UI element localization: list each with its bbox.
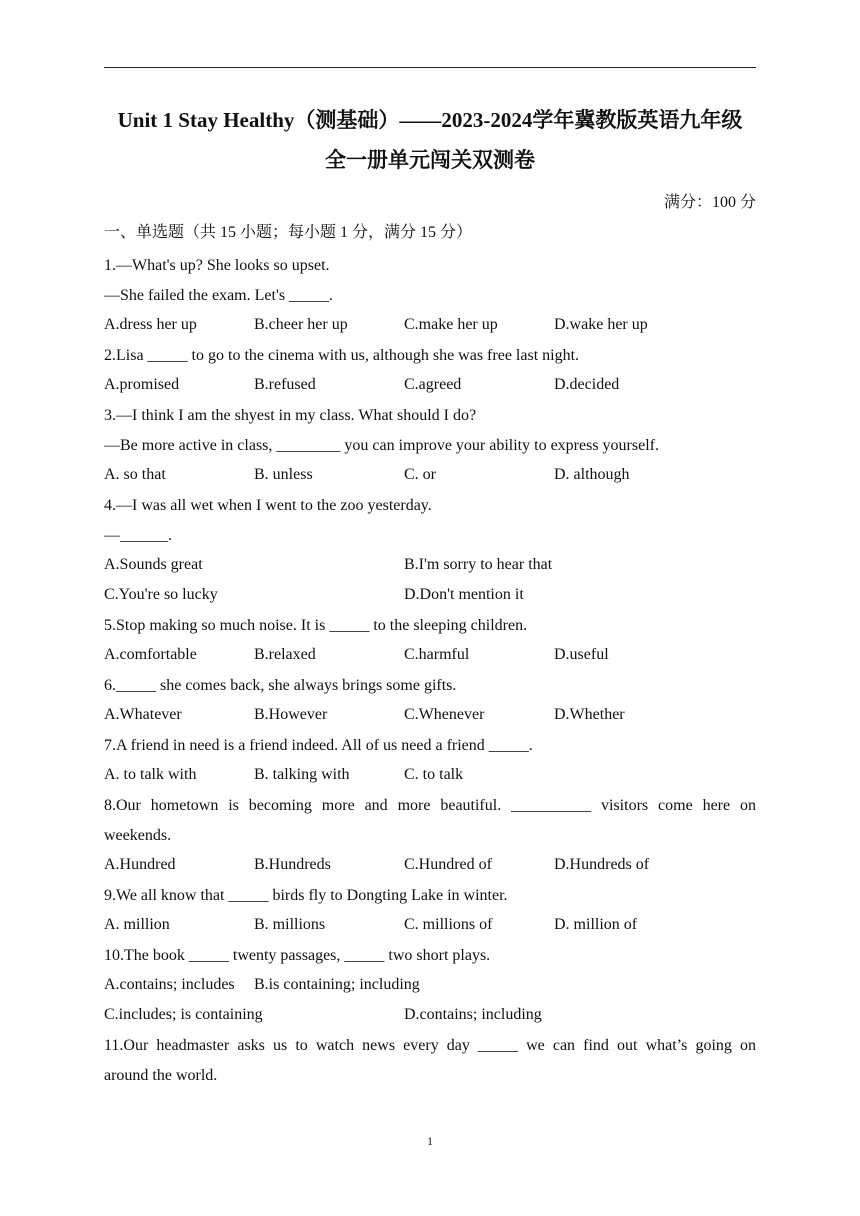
question-2-option-a: A.promised [104, 376, 180, 393]
question-2-option-b: B.refused [254, 376, 316, 393]
question-4-option-d: D.Don't mention it [404, 586, 524, 603]
question-9-option-d: D. million of [554, 916, 638, 933]
question-3-option-d: D. although [554, 466, 630, 483]
question-8-option-d: D.Hundreds of [554, 856, 650, 873]
question-10-option-b: B.is containing; including [254, 976, 420, 993]
question-2-option-d: D.decided [554, 376, 620, 393]
question-8-line-2: weekends. [104, 827, 172, 844]
question-6-option-a: A.Whatever [104, 706, 182, 723]
question-4-stem: 4.—I was all wet when I went to the zoo yesterday. [104, 497, 432, 514]
question-5-option-c: C.harmful [404, 646, 470, 663]
question-8-option-a: A.Hundred [104, 856, 176, 873]
question-1-line-2: —She failed the exam. Let's _____. [104, 287, 334, 304]
question-9-stem: 9.We all know that _____ birds fly to Dongting Lake in winter. [104, 887, 508, 904]
question-10-option-a: A.contains; includes [104, 976, 235, 993]
question-2-stem: 2.Lisa _____ to go to the cinema with us, although she was free last night. [104, 347, 580, 364]
page-subtitle: 全一册单元闯关双测卷 [325, 148, 535, 172]
question-6-option-c: C.Whenever [404, 706, 485, 723]
question-7-option-c: C. to talk [404, 766, 464, 783]
question-8-option-b: B.Hundreds [254, 856, 331, 873]
question-3-stem: 3.—I think I am the shyest in my class. What should I do? [104, 407, 477, 424]
question-4-line-2: —______. [104, 527, 172, 544]
question-3-option-c: C. or [404, 466, 436, 483]
header-rule [104, 67, 756, 68]
question-3-option-b: B. unless [254, 466, 313, 483]
question-4-option-b: B.I'm sorry to hear that [404, 556, 553, 573]
question-10-stem: 10.The book _____ twenty passages, _____ two short plays. [104, 947, 491, 964]
question-7-option-a: A. to talk with [104, 766, 197, 783]
question-10-option-d: D.contains; including [404, 1006, 542, 1023]
question-1-stem: 1.—What's up? She looks so upset. [104, 257, 330, 274]
question-8-stem: 8.Our hometown is becoming more and more beautiful. __________ visitors come here on [104, 797, 756, 814]
question-4-option-a: A.Sounds great [104, 556, 203, 573]
question-9-option-b: B. millions [254, 916, 326, 933]
question-6-option-d: D.Whether [554, 706, 625, 723]
question-11-line-2: around the world. [104, 1067, 218, 1084]
question-5-stem: 5.Stop making so much noise. It is _____ to the sleeping children. [104, 617, 528, 634]
question-3-line-2: —Be more active in class, ________ you can improve your ability to express yourself. [104, 437, 659, 454]
question-8-option-c: C.Hundred of [404, 856, 492, 873]
section-heading: 一、单选题（共 15 小题；每小题 1 分，满分 15 分） [104, 224, 473, 241]
question-4-option-c: C.You're so lucky [104, 586, 218, 603]
question-3-option-a: A. so that [104, 466, 166, 483]
total-score: 满分：100 分 [663, 194, 756, 211]
question-1-option-a: A.dress her up [104, 316, 197, 333]
question-11-stem: 11.Our headmaster asks us to watch news every day _____ we can find out what’s going on [104, 1037, 756, 1054]
question-5-option-b: B.relaxed [254, 646, 316, 663]
question-7-stem: 7.A friend in need is a friend indeed. All of us need a friend _____. [104, 737, 533, 754]
question-7-option-b: B. talking with [254, 766, 350, 783]
question-9-option-c: C. millions of [404, 916, 493, 933]
question-1-option-d: D.wake her up [554, 316, 648, 333]
question-1-option-c: C.make her up [404, 316, 498, 333]
question-5-option-d: D.useful [554, 646, 609, 663]
page-title: Unit 1 Stay Healthy（测基础）——2023-2024学年冀教版英语九年级 [117, 108, 743, 132]
question-10-option-c: C.includes; is containing [104, 1006, 263, 1023]
question-9-option-a: A. million [104, 916, 170, 933]
question-6-stem: 6._____ she comes back, she always brings some gifts. [104, 677, 457, 694]
question-2-option-c: C.agreed [404, 376, 462, 393]
page-number: 1 [427, 1134, 433, 1148]
question-5-option-a: A.comfortable [104, 646, 197, 663]
question-1-option-b: B.cheer her up [254, 316, 348, 333]
question-6-option-b: B.However [254, 706, 328, 723]
